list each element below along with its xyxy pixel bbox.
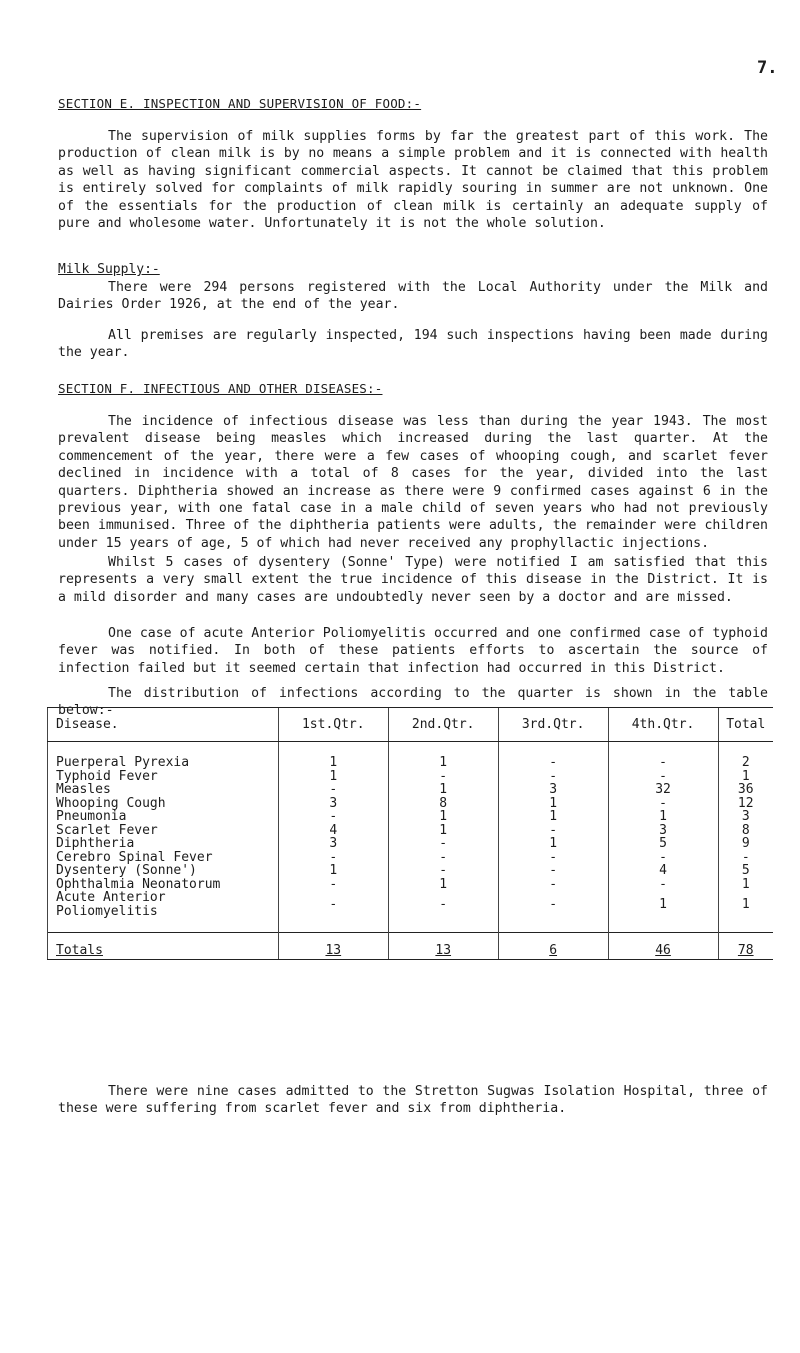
- disease-cell: Acute Anterior Poliomyelitis: [48, 891, 279, 933]
- section-f-paragraph-3: One case of acute Anterior Poliomyelitis occurred and one confirmed case of typhoid fever was notified. In both of these patients efforts to ascertain the source of infection failed but it seemed certain that infection had occurred in this District.: [58, 626, 768, 676]
- total-cell: 1: [718, 770, 773, 784]
- table-row: [48, 810, 774, 824]
- section-f-paragraph-3-block: [58, 625, 768, 677]
- table-row: [48, 824, 774, 838]
- qtr3-cell: 1: [498, 797, 608, 811]
- qtr3-cell: -: [498, 824, 608, 838]
- qtr1-cell: -: [278, 891, 388, 933]
- qtr3-cell: 3: [498, 783, 608, 797]
- totals-total: 78: [718, 933, 773, 960]
- qtr3-cell: -: [498, 878, 608, 892]
- qtr1-cell: 1: [278, 742, 388, 770]
- table-row: [48, 742, 774, 770]
- totals-qtr4: 46: [608, 933, 718, 960]
- qtr2-cell: -: [388, 864, 498, 878]
- qtr1-cell: -: [278, 783, 388, 797]
- total-cell: -: [718, 851, 773, 865]
- section-e-heading: SECTION E. INSPECTION AND SUPERVISION OF FOOD:-: [58, 96, 422, 111]
- qtr1-cell: 3: [278, 837, 388, 851]
- disease-cell: Diphtheria: [48, 837, 279, 851]
- qtr4-cell: 4: [608, 864, 718, 878]
- header-2nd-qtr: 2nd.Qtr.: [388, 708, 498, 742]
- closing-paragraph: There were nine cases admitted to the Stretton Sugwas Isolation Hospital, three of these were suffering from scarlet fever and six from diphtheria.: [58, 1084, 768, 1117]
- totals-label: Totals: [48, 933, 279, 960]
- section-f-heading: SECTION F. INFECTIOUS AND OTHER DISEASES:-: [58, 381, 383, 396]
- qtr1-cell: -: [278, 878, 388, 892]
- qtr3-cell: -: [498, 864, 608, 878]
- section-f-paragraph-4: The distribution of infections according to the quarter is shown in the table below:-: [58, 686, 768, 719]
- total-cell: 3: [718, 810, 773, 824]
- qtr3-cell: 1: [498, 837, 608, 851]
- closing-paragraph-block: [58, 1083, 768, 1118]
- total-cell: 12: [718, 797, 773, 811]
- totals-qtr3: 6: [498, 933, 608, 960]
- qtr2-cell: -: [388, 770, 498, 784]
- qtr1-cell: -: [278, 851, 388, 865]
- table-row: [48, 851, 774, 865]
- qtr4-cell: -: [608, 742, 718, 770]
- section-f-paragraph-2-block: [58, 554, 768, 606]
- header-4th-qtr: 4th.Qtr.: [608, 708, 718, 742]
- disease-cell: Measles: [48, 783, 279, 797]
- disease-cell: Ophthalmia Neonatorum: [48, 878, 279, 892]
- qtr4-cell: 32: [608, 783, 718, 797]
- section-f-paragraph-1-block: [58, 413, 768, 552]
- qtr2-cell: 1: [388, 783, 498, 797]
- milk-supply-paragraph-2: All premises are regularly inspected, 194 such inspections having been made during the year.: [58, 328, 768, 361]
- table-row: [48, 770, 774, 784]
- qtr4-cell: -: [608, 797, 718, 811]
- section-e-paragraph: [58, 128, 768, 232]
- qtr1-cell: 4: [278, 824, 388, 838]
- milk-supply-block: [58, 279, 768, 314]
- total-cell: 1: [718, 878, 773, 892]
- qtr2-cell: -: [388, 851, 498, 865]
- qtr4-cell: 1: [608, 891, 718, 933]
- qtr4-cell: -: [608, 851, 718, 865]
- qtr3-cell: -: [498, 742, 608, 770]
- infections-table-wrap: [47, 707, 773, 960]
- milk-supply-heading: Milk Supply:-: [58, 262, 160, 277]
- table-row: [48, 864, 774, 878]
- qtr3-cell: 1: [498, 810, 608, 824]
- disease-cell: Typhoid Fever: [48, 770, 279, 784]
- qtr1-cell: 3: [278, 797, 388, 811]
- table-row: [48, 878, 774, 892]
- qtr3-cell: -: [498, 851, 608, 865]
- qtr4-cell: 5: [608, 837, 718, 851]
- qtr4-cell: -: [608, 878, 718, 892]
- qtr1-cell: 1: [278, 864, 388, 878]
- totals-qtr2: 13: [388, 933, 498, 960]
- page-number: 7.: [757, 58, 778, 78]
- total-cell: 9: [718, 837, 773, 851]
- qtr1-cell: 1: [278, 770, 388, 784]
- header-total: Total: [718, 708, 773, 742]
- table-row: [48, 837, 774, 851]
- qtr4-cell: 1: [608, 810, 718, 824]
- disease-cell: Cerebro Spinal Fever: [48, 851, 279, 865]
- section-f-paragraph-2: Whilst 5 cases of dysentery (Sonne' Type) were notified I am satisfied that this represents a very small extent the true incidence of this disease in the District. It is a mild disorder and many cases are undoubtedly never seen by a doctor and are missed.: [58, 555, 768, 605]
- section-e-text: The supervision of milk supplies forms by far the greatest part of this work. The production of clean milk is by no means a simple problem and it is connected with health as well as having significant commercial aspects. It cannot be claimed that this problem is entirely solved for complaints of milk rapidly souring in summer are not unknown. One of the essentials for the production of clean milk is certainly an adequate supply of pure and wholesome water. Unfortunately it is not the whole solution.: [58, 129, 768, 232]
- disease-cell: Pneumonia: [48, 810, 279, 824]
- disease-cell: Whooping Cough: [48, 797, 279, 811]
- table-row: [48, 891, 774, 933]
- total-cell: 5: [718, 864, 773, 878]
- header-disease: Disease.: [48, 708, 279, 742]
- qtr3-cell: -: [498, 891, 608, 933]
- total-cell: 8: [718, 824, 773, 838]
- disease-cell: Scarlet Fever: [48, 824, 279, 838]
- total-cell: 2: [718, 742, 773, 770]
- milk-inspections-block: [58, 327, 768, 362]
- qtr2-cell: 1: [388, 810, 498, 824]
- qtr2-cell: 1: [388, 878, 498, 892]
- header-3rd-qtr: 3rd.Qtr.: [498, 708, 608, 742]
- infections-by-quarter-table: [47, 707, 773, 960]
- total-cell: 36: [718, 783, 773, 797]
- qtr2-cell: -: [388, 837, 498, 851]
- disease-cell: Puerperal Pyrexia: [48, 742, 279, 770]
- qtr4-cell: 3: [608, 824, 718, 838]
- qtr1-cell: -: [278, 810, 388, 824]
- qtr3-cell: -: [498, 770, 608, 784]
- milk-supply-paragraph-1: There were 294 persons registered with the Local Authority under the Milk and Dairies Order 1926, at the end of the year.: [58, 280, 768, 313]
- table-row: [48, 797, 774, 811]
- totals-row: [48, 933, 774, 960]
- totals-qtr1: 13: [278, 933, 388, 960]
- qtr4-cell: -: [608, 770, 718, 784]
- qtr2-cell: 1: [388, 824, 498, 838]
- section-f-paragraph-1: The incidence of infectious disease was less than during the year 1943. The most prevalent disease being measles which increased during the last quarter. At the commencement of the year, there were a few cases of whooping cough, and scarlet fever declined in incidence with a total of 8 cases for the year, divided into the last quarters. Diphtheria showed an increase as there were 9 confirmed cases against 6 in the previous year, with one fatal case in a male child of seven years who had not previously been immunised. Three of the diphtheria patients were adults, the remainder were children under 15 years of age, 5 of which had never received any prophyllactic injections.: [58, 414, 768, 551]
- total-cell: 1: [718, 891, 773, 933]
- header-1st-qtr: 1st.Qtr.: [278, 708, 388, 742]
- qtr2-cell: -: [388, 891, 498, 933]
- qtr2-cell: 8: [388, 797, 498, 811]
- disease-cell: Dysentery (Sonne'): [48, 864, 279, 878]
- table-row: [48, 783, 774, 797]
- table-header-row: [48, 708, 774, 742]
- qtr2-cell: 1: [388, 742, 498, 770]
